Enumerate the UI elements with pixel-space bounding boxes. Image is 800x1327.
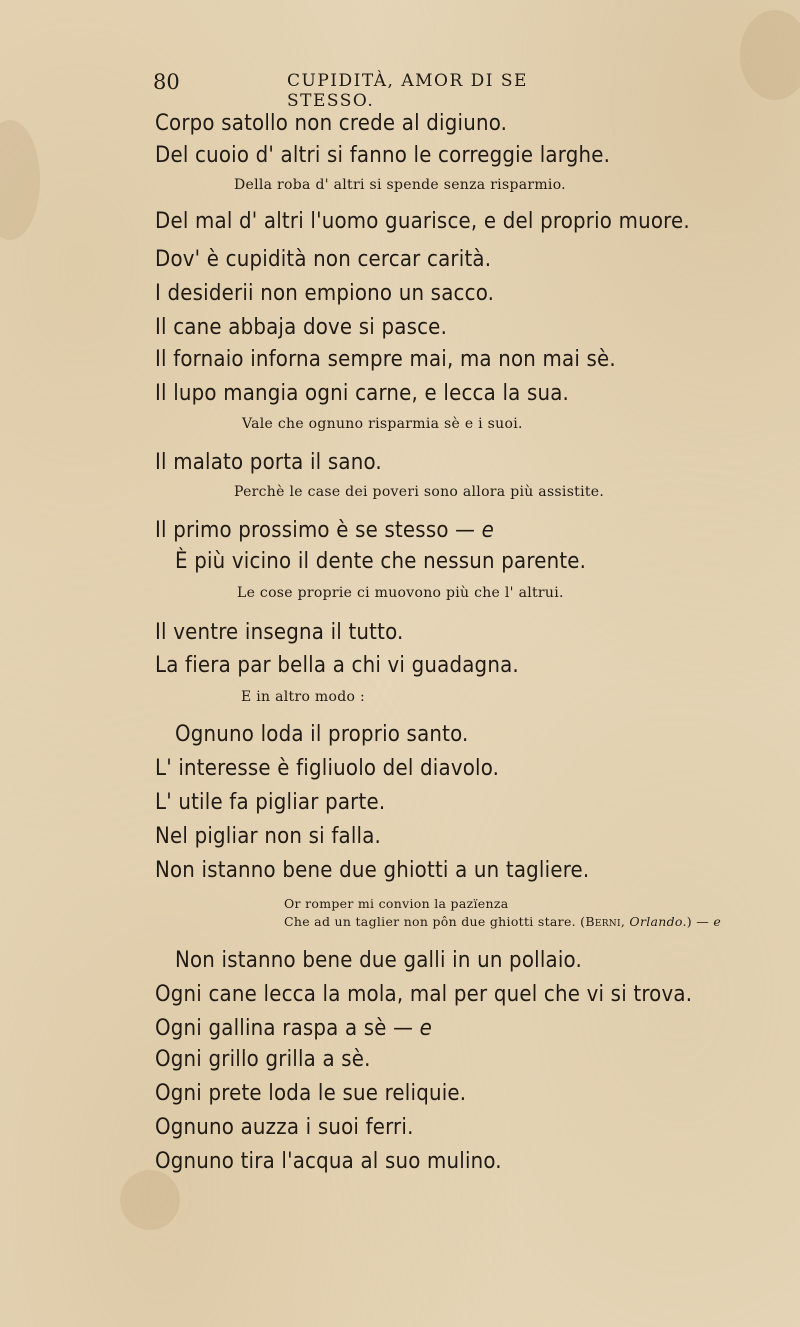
- proverb-line: Ognuno tira l'acqua al suo mulino.: [155, 1149, 502, 1174]
- proverb-line: Il fornaio inforna sempre mai, ma non mai sè.: [155, 347, 616, 372]
- conjunction-e: e: [481, 518, 494, 543]
- proverb-line: Dov' è cupidità non cercar carità.: [155, 247, 492, 272]
- proverb-line: Ognuno auzza i suoi ferri.: [155, 1115, 414, 1140]
- proverb-line: Il lupo mangia ogni carne, e lecca la sua.: [155, 381, 570, 406]
- proverb-line: Del mal d' altri l'uomo guarisce, e del proprio muore.: [155, 209, 690, 234]
- proverb-line: Ognuno loda il proprio santo.: [175, 722, 469, 747]
- paper-stain: [740, 10, 800, 100]
- page-header: [153, 70, 613, 111]
- explanatory-note: E in altro modo :: [241, 689, 365, 705]
- paper-stain: [0, 120, 40, 240]
- proverb-line: L' interesse è figliuolo del diavolo.: [155, 756, 500, 781]
- conjunction-e: e: [713, 914, 722, 929]
- explanatory-note: Perchè le case dei poveri sono allora più assistite.: [234, 484, 605, 500]
- proverb-line: [155, 1016, 432, 1041]
- proverb-line: Corpo satollo non crede al digiuno.: [155, 111, 508, 136]
- verse-text: Che ad un taglier non pôn due ghiotti stare. (: [284, 914, 586, 929]
- proverb-line: Nel pigliar non si falla.: [155, 824, 382, 849]
- closing-dash: ) —: [686, 914, 710, 929]
- explanatory-note: Della roba d' altri si spende senza risparmio.: [234, 177, 566, 193]
- explanatory-note: Vale che ognuno risparmia sè e i suoi.: [242, 416, 523, 432]
- conjunction-e: e: [419, 1016, 433, 1041]
- proverb-line: Il ventre insegna il tutto.: [155, 620, 404, 645]
- author-name: Berni: [585, 914, 621, 929]
- verse-quote: Or romper mi convion la pazïenza: [284, 896, 509, 911]
- proverb-text: Il primo prossimo è se stesso —: [155, 518, 476, 543]
- explanatory-note: Le cose proprie ci muovono più che l' altrui.: [237, 585, 564, 601]
- proverb-line: Ogni prete loda le sue reliquie.: [155, 1081, 467, 1106]
- proverb-line: Ogni cane lecca la mola, mal per quel che vi si trova.: [155, 982, 693, 1007]
- page-number: 80: [153, 70, 180, 94]
- proverb-line: I desiderii non empiono un sacco.: [155, 281, 495, 306]
- running-title: CUPIDITÀ, AMOR DI SE STESSO.: [287, 71, 528, 111]
- work-title: Orlando.: [629, 914, 687, 929]
- verse-quote-attribution: [284, 914, 721, 929]
- proverb-text: Ogni gallina raspa a sè —: [155, 1016, 414, 1041]
- proverb-line: Il malato porta il sano.: [155, 450, 382, 475]
- proverb-line: L' utile fa pigliar parte.: [155, 790, 386, 815]
- proverb-line: Non istanno bene due ghiotti a un tagliere.: [155, 858, 590, 883]
- proverb-line: Non istanno bene due galli in un pollaio.: [175, 948, 582, 973]
- proverb-line: Il cane abbaja dove si pasce.: [155, 315, 448, 340]
- proverb-line: La fiera par bella a chi vi guadagna.: [155, 653, 519, 678]
- proverb-line: È più vicino il dente che nessun parente.: [175, 549, 587, 574]
- proverb-line: Ogni grillo grilla a sè.: [155, 1047, 371, 1072]
- proverb-line: Del cuoio d' altri si fanno le correggie larghe.: [155, 143, 611, 168]
- proverb-line: [155, 518, 494, 543]
- paper-stain: [120, 1170, 180, 1230]
- separator: ,: [620, 914, 630, 929]
